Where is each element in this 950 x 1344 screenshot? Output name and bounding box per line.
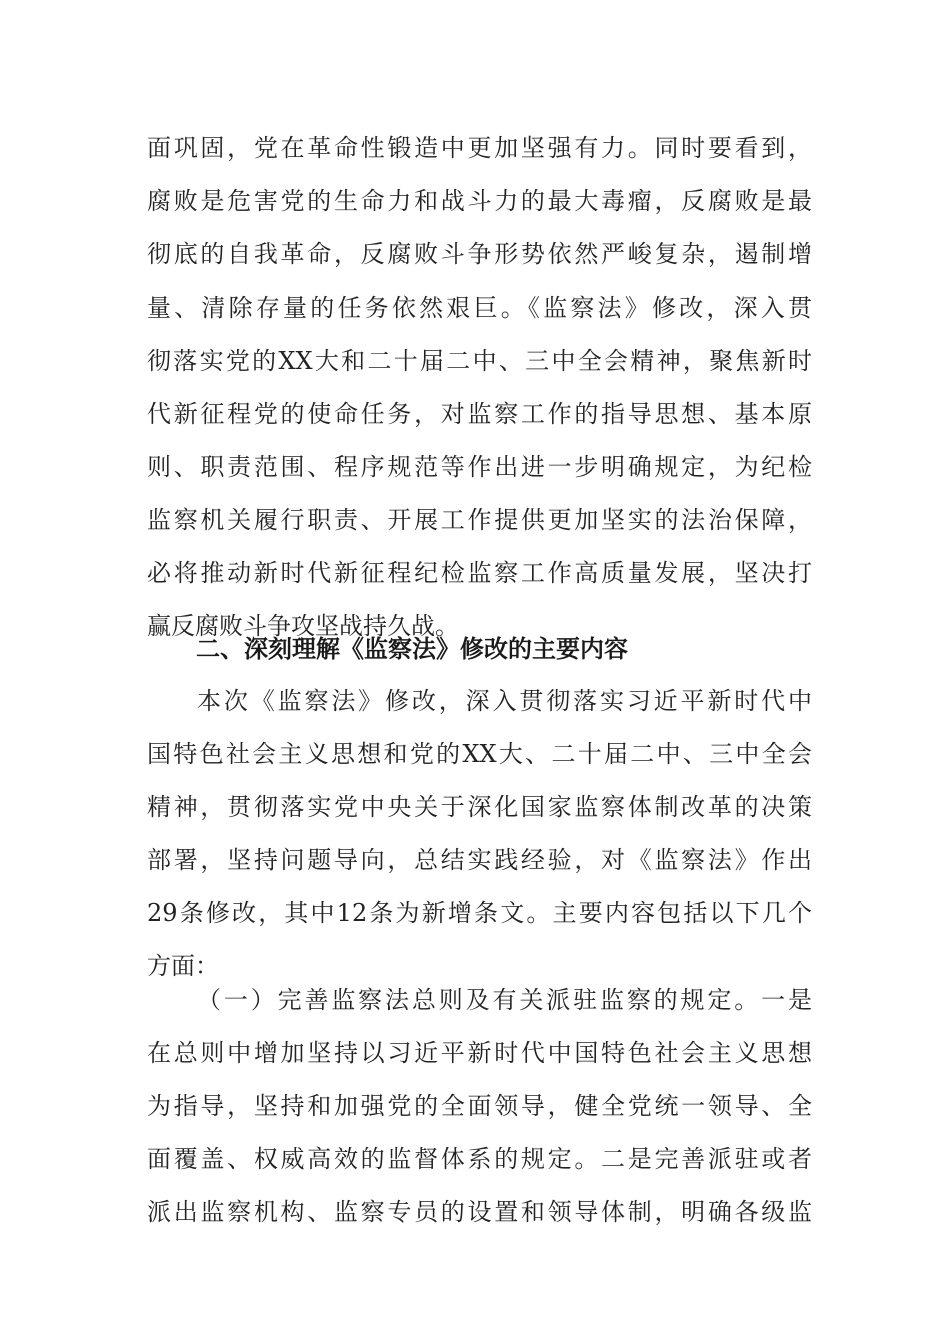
paragraph-line: 精神，贯彻落实党中央关于深化国家监察体制改革的决策: [147, 793, 812, 821]
section-heading: 二、深刻理解《监察法》修改的主要内容: [196, 635, 628, 663]
paragraph-line: 腐败是危害党的生命力和战斗力的最大毒瘤，反腐败是最: [147, 187, 812, 215]
paragraph-line: 为指导，坚持和加强党的全面领导，健全党统一领导、全: [147, 1092, 812, 1120]
paragraph-line: 面覆盖、权威高效的监督体系的规定。二是完善派驻或者: [147, 1145, 812, 1173]
paragraph-line: 则、职责范围、程序规范等作出进一步明确规定，为纪检: [147, 453, 812, 481]
paragraph-line: 量、清除存量的任务依然艰巨。《监察法》修改，深入贯: [147, 294, 812, 322]
paragraph-line: 方面：: [147, 952, 219, 980]
paragraph-line: 面巩固，党在革命性锻造中更加坚强有力。同时要看到，: [147, 134, 812, 162]
paragraph-line: 赢反腐败斗争攻坚战持久战。: [147, 612, 459, 640]
paragraph-line: 必将推动新时代新征程纪检监察工作高质量发展，坚决打: [147, 559, 812, 587]
paragraph-line: 监察机关履行职责、开展工作提供更加坚实的法治保障，: [147, 506, 812, 534]
paragraph-line: 派出监察机构、监察专员的设置和领导体制，明确各级监: [147, 1198, 812, 1226]
paragraph-line: 代新征程党的使命任务，对监察工作的指导思想、基本原: [147, 400, 812, 428]
paragraph-line: 本次《监察法》修改，深入贯彻落实习近平新时代中: [197, 687, 812, 715]
paragraph-line: 彻落实党的XX大和二十届二中、三中全会精神，聚焦新时: [147, 347, 812, 375]
paragraph-line: 国特色社会主义思想和党的XX大、二十届二中、三中全会: [147, 740, 812, 768]
paragraph-line: 彻底的自我革命，反腐败斗争形势依然严峻复杂，遏制增: [147, 240, 812, 268]
paragraph-line: 29条修改，其中12条为新增条文。主要内容包括以下几个: [147, 899, 812, 927]
paragraph-line: 在总则中增加坚持以习近平新时代中国特色社会主义思想: [147, 1039, 812, 1067]
paragraph-line: （一）完善监察法总则及有关派驻监察的规定。一是: [197, 986, 812, 1014]
paragraph-line: 部署，坚持问题导向，总结实践经验，对《监察法》作出: [147, 846, 812, 874]
